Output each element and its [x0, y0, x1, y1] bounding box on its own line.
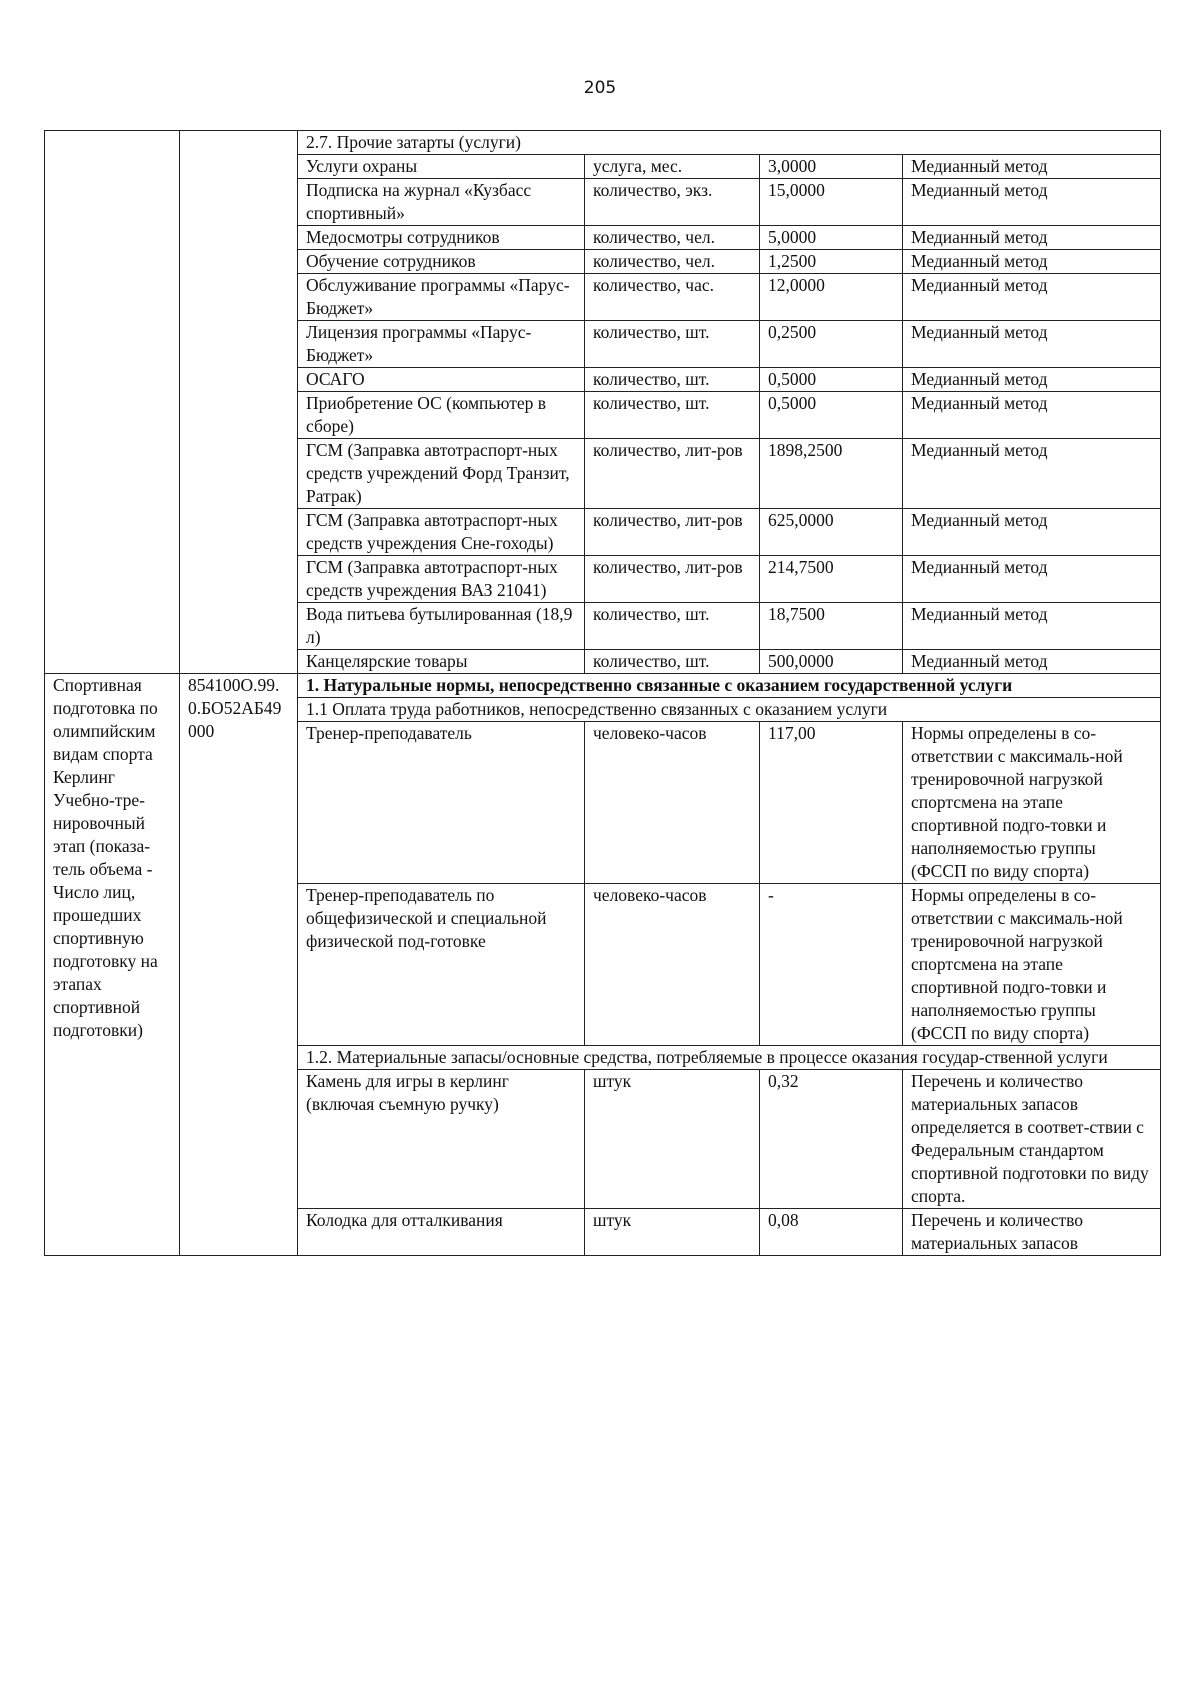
- cost-name: Вода питьева бутылированная (18,9 л): [298, 603, 585, 650]
- cost-name: Лицензия программы «Парус-Бюджет»: [298, 321, 585, 368]
- labor-method: Нормы определены в со-ответствии с максималь-ной тренировочной нагрузкой спортсмена на этапе спортивной подго-товки и наполняемостью группы (ФССП по виду спорта): [903, 722, 1161, 884]
- cost-unit: количество, лит-ров: [585, 556, 760, 603]
- cost-unit: количество, лит-ров: [585, 439, 760, 509]
- cost-method: Медианный метод: [903, 368, 1161, 392]
- cost-unit: количество, час.: [585, 274, 760, 321]
- material-method: Перечень и количество материальных запасов: [903, 1209, 1161, 1256]
- cost-name: Подписка на журнал «Кузбасс спортивный»: [298, 179, 585, 226]
- cost-method: Медианный метод: [903, 179, 1161, 226]
- cost-method: Медианный метод: [903, 650, 1161, 674]
- cost-name: Канцелярские товары: [298, 650, 585, 674]
- labor-value: -: [760, 884, 903, 1046]
- cost-unit: количество, шт.: [585, 392, 760, 439]
- labor-value: 117,00: [760, 722, 903, 884]
- cost-method: Медианный метод: [903, 226, 1161, 250]
- material-value: 0,32: [760, 1070, 903, 1209]
- cost-method: Медианный метод: [903, 274, 1161, 321]
- cost-name: ГСМ (Заправка автотраспорт-ных средств учреждения Сне-гоходы): [298, 509, 585, 556]
- cost-unit: количество, шт.: [585, 650, 760, 674]
- cost-value: 12,0000: [760, 274, 903, 321]
- cost-value: 0,2500: [760, 321, 903, 368]
- cost-name: ГСМ (Заправка автотраспорт-ных средств учреждения ВАЗ 21041): [298, 556, 585, 603]
- cost-unit: количество, чел.: [585, 226, 760, 250]
- cost-unit: количество, шт.: [585, 368, 760, 392]
- cost-unit: количество, лит-ров: [585, 509, 760, 556]
- page-number: 205: [583, 78, 617, 98]
- cost-unit: количество, шт.: [585, 321, 760, 368]
- section-heading: 1. Натуральные нормы, непосредственно связанные с оказанием государственной услуги: [298, 674, 1161, 698]
- cost-value: 1898,2500: [760, 439, 903, 509]
- service-name-cell: Спортивная подготовка по олимпийским видам спорта Керлинг Учебно-тре-нировочный этап (показа-тель объема - Число лиц, прошедших спортивную подготовку на этапах спортивной подготовки): [45, 674, 180, 1256]
- cost-name: ГСМ (Заправка автотраспорт-ных средств учреждений Форд Транзит, Ратрак): [298, 439, 585, 509]
- cost-name: Медосмотры сотрудников: [298, 226, 585, 250]
- cost-name: Обслуживание программы «Парус-Бюджет»: [298, 274, 585, 321]
- cost-value: 0,5000: [760, 392, 903, 439]
- cost-method: Медианный метод: [903, 250, 1161, 274]
- cost-method: Медианный метод: [903, 556, 1161, 603]
- cost-value: 214,7500: [760, 556, 903, 603]
- labor-unit: человеко-часов: [585, 884, 760, 1046]
- cost-method: Медианный метод: [903, 603, 1161, 650]
- cost-value: 15,0000: [760, 179, 903, 226]
- section-heading: 1.1 Оплата труда работников, непосредственно связанных с оказанием услуги: [298, 698, 1161, 722]
- norms-table: [44, 130, 1161, 1256]
- cost-name: Услуги охраны: [298, 155, 585, 179]
- cost-value: 1,2500: [760, 250, 903, 274]
- cost-unit: количество, шт.: [585, 603, 760, 650]
- cost-value: 0,5000: [760, 368, 903, 392]
- cost-unit: количество, экз.: [585, 179, 760, 226]
- labor-unit: человеко-часов: [585, 722, 760, 884]
- cost-value: 625,0000: [760, 509, 903, 556]
- material-name: Колодка для отталкивания: [298, 1209, 585, 1256]
- cost-value: 500,0000: [760, 650, 903, 674]
- material-unit: штук: [585, 1209, 760, 1256]
- labor-name: Тренер-преподаватель: [298, 722, 585, 884]
- material-name: Камень для игры в керлинг (включая съемную ручку): [298, 1070, 585, 1209]
- cost-method: Медианный метод: [903, 321, 1161, 368]
- cost-method: Медианный метод: [903, 155, 1161, 179]
- cost-method: Медианный метод: [903, 509, 1161, 556]
- section-heading-row: [45, 674, 1161, 698]
- service-code-cell: 854100О.99. 0.БО52АБ49 000: [180, 674, 298, 1256]
- section-heading: 2.7. Прочие затарты (услуги): [298, 131, 1161, 155]
- cost-method: Медианный метод: [903, 392, 1161, 439]
- material-unit: штук: [585, 1070, 760, 1209]
- cost-name: ОСАГО: [298, 368, 585, 392]
- cost-value: 18,7500: [760, 603, 903, 650]
- cost-name: Приобретение ОС (компьютер в сборе): [298, 392, 585, 439]
- labor-method: Нормы определены в со-ответствии с максималь-ной тренировочной нагрузкой спортсмена на этапе спортивной подго-товки и наполняемостью группы (ФССП по виду спорта): [903, 884, 1161, 1046]
- material-method: Перечень и количество материальных запасов определяется в соответ-ствии с Федеральным стандартом спортивной подготовки по виду спорта.: [903, 1070, 1161, 1209]
- section-heading-row: [45, 131, 1161, 155]
- cost-unit: количество, чел.: [585, 250, 760, 274]
- cost-unit: услуга, мес.: [585, 155, 760, 179]
- section-heading: 1.2. Материальные запасы/основные средства, потребляемые в процессе оказания государ-ственной услуги: [298, 1046, 1161, 1070]
- service-code-cell-prev: [180, 131, 298, 674]
- labor-name: Тренер-преподаватель по общефизической и специальной физической под-готовке: [298, 884, 585, 1046]
- service-name-cell-prev: [45, 131, 180, 674]
- cost-value: 5,0000: [760, 226, 903, 250]
- cost-name: Обучение сотрудников: [298, 250, 585, 274]
- cost-method: Медианный метод: [903, 439, 1161, 509]
- cost-value: 3,0000: [760, 155, 903, 179]
- material-value: 0,08: [760, 1209, 903, 1256]
